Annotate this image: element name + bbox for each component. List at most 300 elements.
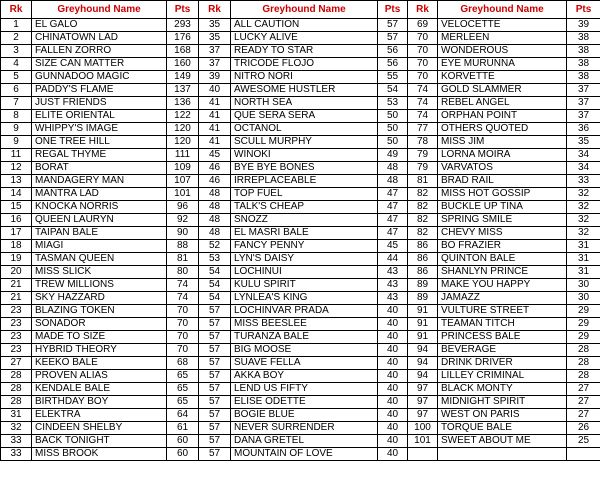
points-cell: 48 xyxy=(378,162,408,175)
points-cell: 53 xyxy=(378,97,408,110)
rank-cell: 89 xyxy=(408,292,438,305)
rank-cell: 74 xyxy=(408,97,438,110)
greyhound-name-cell: WINOKI xyxy=(231,149,378,162)
rank-cell: 57 xyxy=(199,409,231,422)
rank-cell xyxy=(408,448,438,461)
points-cell: 34 xyxy=(567,149,600,162)
rank-cell: 57 xyxy=(199,318,231,331)
greyhound-name-cell: VARVATOS xyxy=(438,162,567,175)
greyhound-name-cell: CINDEEN SHELBY xyxy=(32,422,167,435)
greyhound-name-cell: KULU SPIRIT xyxy=(231,279,378,292)
points-cell: 88 xyxy=(167,240,199,253)
points-cell: 43 xyxy=(378,266,408,279)
greyhound-name-cell: SKY HAZZARD xyxy=(32,292,167,305)
points-cell: 26 xyxy=(567,422,600,435)
rank-cell: 8 xyxy=(1,110,32,123)
greyhound-name-cell: LEND US FIFTY xyxy=(231,383,378,396)
points-cell: 50 xyxy=(378,110,408,123)
greyhound-name-cell: WEST ON PARIS xyxy=(438,409,567,422)
rank-cell: 9 xyxy=(1,136,32,149)
rank-cell: 28 xyxy=(1,370,32,383)
points-cell: 49 xyxy=(378,149,408,162)
greyhound-name-cell: BIRTHDAY BOY xyxy=(32,396,167,409)
table-row xyxy=(1,84,600,97)
table-row xyxy=(1,97,600,110)
points-cell: 92 xyxy=(167,214,199,227)
rank-cell: 97 xyxy=(408,396,438,409)
rank-cell: 5 xyxy=(1,71,32,84)
greyhound-name-cell: TAIPAN BALE xyxy=(32,227,167,240)
points-cell: 56 xyxy=(378,58,408,71)
rank-cell: 52 xyxy=(199,240,231,253)
rank-cell: 21 xyxy=(1,292,32,305)
greyhound-name-cell: CHEVY MISS xyxy=(438,227,567,240)
points-cell: 35 xyxy=(567,136,600,149)
greyhound-name-cell: NORTH SEA xyxy=(231,97,378,110)
rank-cell: 9 xyxy=(1,123,32,136)
rk-header: Rk xyxy=(1,1,32,19)
points-cell: 34 xyxy=(567,162,600,175)
greyhound-name-cell: MANTRA LAD xyxy=(32,188,167,201)
table-row xyxy=(1,45,600,58)
greyhound-name-cell: QUE SERA SERA xyxy=(231,110,378,123)
rank-cell: 12 xyxy=(1,162,32,175)
greyhound-name-cell: ONE TREE HILL xyxy=(32,136,167,149)
points-cell: 45 xyxy=(378,240,408,253)
greyhound-name-cell: NITRO NORI xyxy=(231,71,378,84)
rank-cell: 27 xyxy=(1,357,32,370)
greyhound-name-cell: PRINCESS BALE xyxy=(438,331,567,344)
rank-cell: 1 xyxy=(1,19,32,32)
rank-cell: 19 xyxy=(1,253,32,266)
rank-cell: 41 xyxy=(199,97,231,110)
rank-cell: 46 xyxy=(199,175,231,188)
greyhound-name-cell: TALK'S CHEAP xyxy=(231,201,378,214)
rank-cell: 57 xyxy=(199,305,231,318)
table-row xyxy=(1,149,600,162)
rank-cell: 70 xyxy=(408,58,438,71)
greyhound-name-cell: PROVEN ALIAS xyxy=(32,370,167,383)
rank-cell: 37 xyxy=(199,58,231,71)
points-cell: 40 xyxy=(378,331,408,344)
greyhound-name-cell: TRICODE FLOJO xyxy=(231,58,378,71)
name-header: Greyhound Name xyxy=(32,1,167,19)
points-cell: 70 xyxy=(167,331,199,344)
greyhound-name-cell: BYE BYE BONES xyxy=(231,162,378,175)
greyhound-name-cell: GOLD SLAMMER xyxy=(438,84,567,97)
rank-cell: 21 xyxy=(1,279,32,292)
points-cell: 47 xyxy=(378,214,408,227)
greyhound-name-cell: EL MASRI BALE xyxy=(231,227,378,240)
rank-cell: 46 xyxy=(199,162,231,175)
greyhound-name-cell: TURANZA BALE xyxy=(231,331,378,344)
rank-cell: 13 xyxy=(1,175,32,188)
greyhound-name-cell: LYN'S DAISY xyxy=(231,253,378,266)
rank-cell: 48 xyxy=(199,201,231,214)
table-row xyxy=(1,266,600,279)
points-cell: 40 xyxy=(378,357,408,370)
rank-cell: 37 xyxy=(199,45,231,58)
rank-cell: 94 xyxy=(408,370,438,383)
table-row xyxy=(1,136,600,149)
greyhound-name-cell: ELITE ORIENTAL xyxy=(32,110,167,123)
rank-cell: 70 xyxy=(408,71,438,84)
points-cell: 90 xyxy=(167,227,199,240)
table-row xyxy=(1,318,600,331)
rank-cell: 54 xyxy=(199,266,231,279)
greyhound-name-cell: KNOCKA NORRIS xyxy=(32,201,167,214)
table-row xyxy=(1,175,600,188)
greyhound-name-cell: OTHERS QUOTED xyxy=(438,123,567,136)
greyhound-name-cell: SIZE CAN MATTER xyxy=(32,58,167,71)
points-cell: 80 xyxy=(167,266,199,279)
rank-cell: 2 xyxy=(1,32,32,45)
points-cell: 29 xyxy=(567,305,600,318)
table-row xyxy=(1,396,600,409)
rank-cell: 97 xyxy=(408,409,438,422)
table-row xyxy=(1,331,600,344)
rank-cell: 3 xyxy=(1,45,32,58)
points-cell: 40 xyxy=(378,422,408,435)
points-cell: 74 xyxy=(167,279,199,292)
points-cell: 122 xyxy=(167,110,199,123)
rank-cell: 89 xyxy=(408,279,438,292)
rank-cell: 48 xyxy=(199,227,231,240)
table-row xyxy=(1,19,600,32)
greyhound-name-cell: OCTANOL xyxy=(231,123,378,136)
rank-cell: 79 xyxy=(408,162,438,175)
greyhound-name-cell: DRINK DRIVER xyxy=(438,357,567,370)
points-cell: 57 xyxy=(378,32,408,45)
greyhound-name-cell: REBEL ANGEL xyxy=(438,97,567,110)
greyhound-name-cell: FANCY PENNY xyxy=(231,240,378,253)
table-row xyxy=(1,227,600,240)
points-cell: 31 xyxy=(567,266,600,279)
points-cell: 37 xyxy=(567,110,600,123)
greyhound-name-cell: BORAT xyxy=(32,162,167,175)
points-cell: 47 xyxy=(378,188,408,201)
rk-header: Rk xyxy=(199,1,231,19)
rank-cell: 14 xyxy=(1,188,32,201)
greyhound-name-cell: CHINATOWN LAD xyxy=(32,32,167,45)
rank-cell: 94 xyxy=(408,344,438,357)
rank-cell: 86 xyxy=(408,266,438,279)
greyhound-name-cell: KORVETTE xyxy=(438,71,567,84)
rank-cell: 57 xyxy=(199,422,231,435)
rank-cell: 6 xyxy=(1,84,32,97)
rank-cell: 57 xyxy=(199,370,231,383)
points-cell: 30 xyxy=(567,279,600,292)
rank-cell: 39 xyxy=(199,71,231,84)
greyhound-name-cell: LOCHINUI xyxy=(231,266,378,279)
rank-cell: 54 xyxy=(199,279,231,292)
rank-cell: 79 xyxy=(408,149,438,162)
rank-cell: 97 xyxy=(408,383,438,396)
greyhound-name-cell: BACK TONIGHT xyxy=(32,435,167,448)
points-cell: 40 xyxy=(378,448,408,461)
rank-cell: 78 xyxy=(408,136,438,149)
points-cell: 31 xyxy=(567,240,600,253)
greyhound-name-cell: MAKE YOU HAPPY xyxy=(438,279,567,292)
points-cell: 160 xyxy=(167,58,199,71)
rank-cell: 77 xyxy=(408,123,438,136)
rank-cell: 69 xyxy=(408,19,438,32)
points-cell: 60 xyxy=(167,448,199,461)
table-row xyxy=(1,58,600,71)
greyhound-name-cell: MIDNIGHT SPIRIT xyxy=(438,396,567,409)
greyhound-name-cell: ORPHAN POINT xyxy=(438,110,567,123)
greyhound-name-cell: MISS HOT GOSSIP xyxy=(438,188,567,201)
points-cell: 32 xyxy=(567,227,600,240)
points-cell: 57 xyxy=(378,19,408,32)
table-row xyxy=(1,240,600,253)
rank-cell: 81 xyxy=(408,175,438,188)
rank-cell: 74 xyxy=(408,110,438,123)
greyhound-name-cell: WONDEROUS xyxy=(438,45,567,58)
greyhound-name-cell: MERLEEN xyxy=(438,32,567,45)
greyhound-name-cell: FALLEN ZORRO xyxy=(32,45,167,58)
points-cell: 136 xyxy=(167,97,199,110)
rank-cell: 91 xyxy=(408,318,438,331)
rank-cell: 17 xyxy=(1,227,32,240)
rank-cell: 74 xyxy=(408,84,438,97)
points-cell: 30 xyxy=(567,292,600,305)
table-row xyxy=(1,383,600,396)
points-cell: 64 xyxy=(167,409,199,422)
rk-header: Rk xyxy=(408,1,438,19)
greyhound-name-cell: QUINTON BALE xyxy=(438,253,567,266)
rank-cell: 28 xyxy=(1,396,32,409)
points-cell: 101 xyxy=(167,188,199,201)
rank-cell: 20 xyxy=(1,266,32,279)
greyhound-name-cell: BEVERAGE xyxy=(438,344,567,357)
greyhound-name-cell: BO FRAZIER xyxy=(438,240,567,253)
header-row xyxy=(1,1,600,19)
rank-cell: 7 xyxy=(1,97,32,110)
rank-cell: 57 xyxy=(199,383,231,396)
rank-cell: 82 xyxy=(408,188,438,201)
points-cell: 27 xyxy=(567,383,600,396)
table-row xyxy=(1,32,600,45)
points-cell: 28 xyxy=(567,357,600,370)
table-row xyxy=(1,370,600,383)
table-row xyxy=(1,422,600,435)
greyhound-name-cell xyxy=(438,448,567,461)
points-cell xyxy=(567,448,600,461)
rank-cell: 57 xyxy=(199,435,231,448)
points-cell: 37 xyxy=(567,97,600,110)
table-row xyxy=(1,253,600,266)
rank-cell: 16 xyxy=(1,214,32,227)
table-row xyxy=(1,110,600,123)
greyhound-name-cell: DANA GRETEL xyxy=(231,435,378,448)
rank-cell: 18 xyxy=(1,240,32,253)
greyhound-name-cell: LORNA MOIRA xyxy=(438,149,567,162)
rank-cell: 53 xyxy=(199,253,231,266)
greyhound-name-cell: SONADOR xyxy=(32,318,167,331)
points-cell: 60 xyxy=(167,435,199,448)
points-cell: 149 xyxy=(167,71,199,84)
rank-cell: 57 xyxy=(199,331,231,344)
greyhound-name-cell: BRAD RAIL xyxy=(438,175,567,188)
points-cell: 50 xyxy=(378,136,408,149)
greyhound-name-cell: LUCKY ALIVE xyxy=(231,32,378,45)
rank-cell: 28 xyxy=(1,383,32,396)
greyhound-name-cell: BUCKLE UP TINA xyxy=(438,201,567,214)
rank-cell: 82 xyxy=(408,227,438,240)
rank-cell: 41 xyxy=(199,136,231,149)
points-cell: 25 xyxy=(567,435,600,448)
table-row xyxy=(1,305,600,318)
rank-cell: 48 xyxy=(199,214,231,227)
points-cell: 40 xyxy=(378,370,408,383)
points-cell: 61 xyxy=(167,422,199,435)
points-cell: 47 xyxy=(378,201,408,214)
rank-cell: 23 xyxy=(1,318,32,331)
greyhound-name-cell: ELISE ODETTE xyxy=(231,396,378,409)
points-cell: 47 xyxy=(378,227,408,240)
greyhound-name-cell: SWEET ABOUT ME xyxy=(438,435,567,448)
rank-cell: 40 xyxy=(199,84,231,97)
greyhound-name-cell: MANDAGERY MAN xyxy=(32,175,167,188)
greyhound-name-cell: ELEKTRA xyxy=(32,409,167,422)
rank-cell: 86 xyxy=(408,240,438,253)
table-row xyxy=(1,214,600,227)
greyhound-name-cell: IRREPLACEABLE xyxy=(231,175,378,188)
points-cell: 65 xyxy=(167,396,199,409)
points-cell: 37 xyxy=(567,84,600,97)
greyhound-name-cell: KEEKO BALE xyxy=(32,357,167,370)
points-cell: 111 xyxy=(167,149,199,162)
points-cell: 43 xyxy=(378,279,408,292)
rank-cell: 33 xyxy=(1,448,32,461)
greyhound-name-cell: TEAMAN TITCH xyxy=(438,318,567,331)
greyhound-name-cell: LILLEY CRIMINAL xyxy=(438,370,567,383)
rank-cell: 35 xyxy=(199,32,231,45)
points-cell: 40 xyxy=(378,409,408,422)
points-cell: 70 xyxy=(167,344,199,357)
points-cell: 28 xyxy=(567,370,600,383)
table-row xyxy=(1,71,600,84)
rank-cell: 82 xyxy=(408,214,438,227)
greyhound-name-cell: SHANLYN PRINCE xyxy=(438,266,567,279)
points-cell: 38 xyxy=(567,58,600,71)
greyhound-name-cell: MIAGI xyxy=(32,240,167,253)
rank-cell: 70 xyxy=(408,45,438,58)
rank-cell: 15 xyxy=(1,201,32,214)
table-row xyxy=(1,448,600,461)
points-cell: 40 xyxy=(378,435,408,448)
points-cell: 40 xyxy=(378,344,408,357)
points-cell: 27 xyxy=(567,396,600,409)
greyhound-name-cell: NEVER SURRENDER xyxy=(231,422,378,435)
points-cell: 54 xyxy=(378,84,408,97)
greyhound-name-cell: PADDY'S FLAME xyxy=(32,84,167,97)
table-row xyxy=(1,344,600,357)
name-header: Greyhound Name xyxy=(231,1,378,19)
points-cell: 29 xyxy=(567,331,600,344)
points-cell: 40 xyxy=(378,396,408,409)
points-cell: 48 xyxy=(378,175,408,188)
rank-cell: 45 xyxy=(199,149,231,162)
greyhound-name-cell: TORQUE BALE xyxy=(438,422,567,435)
greyhound-name-cell: MADE TO SIZE xyxy=(32,331,167,344)
points-cell: 40 xyxy=(378,383,408,396)
greyhound-name-cell: EL GALO xyxy=(32,19,167,32)
rank-cell: 33 xyxy=(1,435,32,448)
points-cell: 38 xyxy=(567,32,600,45)
greyhound-name-cell: AKKA BOY xyxy=(231,370,378,383)
greyhound-name-cell: BOGIE BLUE xyxy=(231,409,378,422)
greyhound-name-cell: BIG MOOSE xyxy=(231,344,378,357)
greyhound-name-cell: SUAVE FELLA xyxy=(231,357,378,370)
points-cell: 29 xyxy=(567,318,600,331)
points-cell: 96 xyxy=(167,201,199,214)
points-cell: 40 xyxy=(378,318,408,331)
greyhound-name-cell: WHIPPY'S IMAGE xyxy=(32,123,167,136)
points-cell: 28 xyxy=(567,344,600,357)
greyhound-name-cell: SPRING SMILE xyxy=(438,214,567,227)
rank-cell: 11 xyxy=(1,149,32,162)
greyhound-name-cell: JUST FRIENDS xyxy=(32,97,167,110)
points-cell: 120 xyxy=(167,136,199,149)
greyhound-name-cell: AWESOME HUSTLER xyxy=(231,84,378,97)
points-cell: 43 xyxy=(378,292,408,305)
points-cell: 32 xyxy=(567,214,600,227)
rank-cell: 57 xyxy=(199,396,231,409)
greyhound-name-cell: REGAL THYME xyxy=(32,149,167,162)
points-cell: 120 xyxy=(167,123,199,136)
greyhound-name-cell: VULTURE STREET xyxy=(438,305,567,318)
rank-cell: 23 xyxy=(1,331,32,344)
greyhound-name-cell: HYBRID THEORY xyxy=(32,344,167,357)
rank-cell: 91 xyxy=(408,331,438,344)
rank-cell: 82 xyxy=(408,201,438,214)
greyhound-name-cell: MISS BROOK xyxy=(32,448,167,461)
greyhound-name-cell: KENDALE BALE xyxy=(32,383,167,396)
rank-cell: 91 xyxy=(408,305,438,318)
rank-cell: 70 xyxy=(408,32,438,45)
points-cell: 40 xyxy=(378,305,408,318)
points-cell: 56 xyxy=(378,45,408,58)
points-cell: 31 xyxy=(567,253,600,266)
points-cell: 44 xyxy=(378,253,408,266)
rank-cell: 94 xyxy=(408,357,438,370)
rank-cell: 31 xyxy=(1,409,32,422)
table-row xyxy=(1,292,600,305)
rank-cell: 23 xyxy=(1,305,32,318)
points-cell: 32 xyxy=(567,188,600,201)
points-cell: 137 xyxy=(167,84,199,97)
points-cell: 55 xyxy=(378,71,408,84)
greyhound-name-cell: MISS JIM xyxy=(438,136,567,149)
greyhound-name-cell: TREW MILLIONS xyxy=(32,279,167,292)
rank-cell: 101 xyxy=(408,435,438,448)
greyhound-name-cell: BLAZING TOKEN xyxy=(32,305,167,318)
greyhound-name-cell: READY TO STAR xyxy=(231,45,378,58)
points-cell: 33 xyxy=(567,175,600,188)
table-row xyxy=(1,435,600,448)
points-cell: 70 xyxy=(167,318,199,331)
rank-cell: 41 xyxy=(199,123,231,136)
name-header: Greyhound Name xyxy=(438,1,567,19)
pts-header: Pts xyxy=(378,1,408,19)
table-row xyxy=(1,188,600,201)
points-cell: 107 xyxy=(167,175,199,188)
table-row xyxy=(1,279,600,292)
points-cell: 176 xyxy=(167,32,199,45)
greyhound-name-cell: EYE MURUNNA xyxy=(438,58,567,71)
